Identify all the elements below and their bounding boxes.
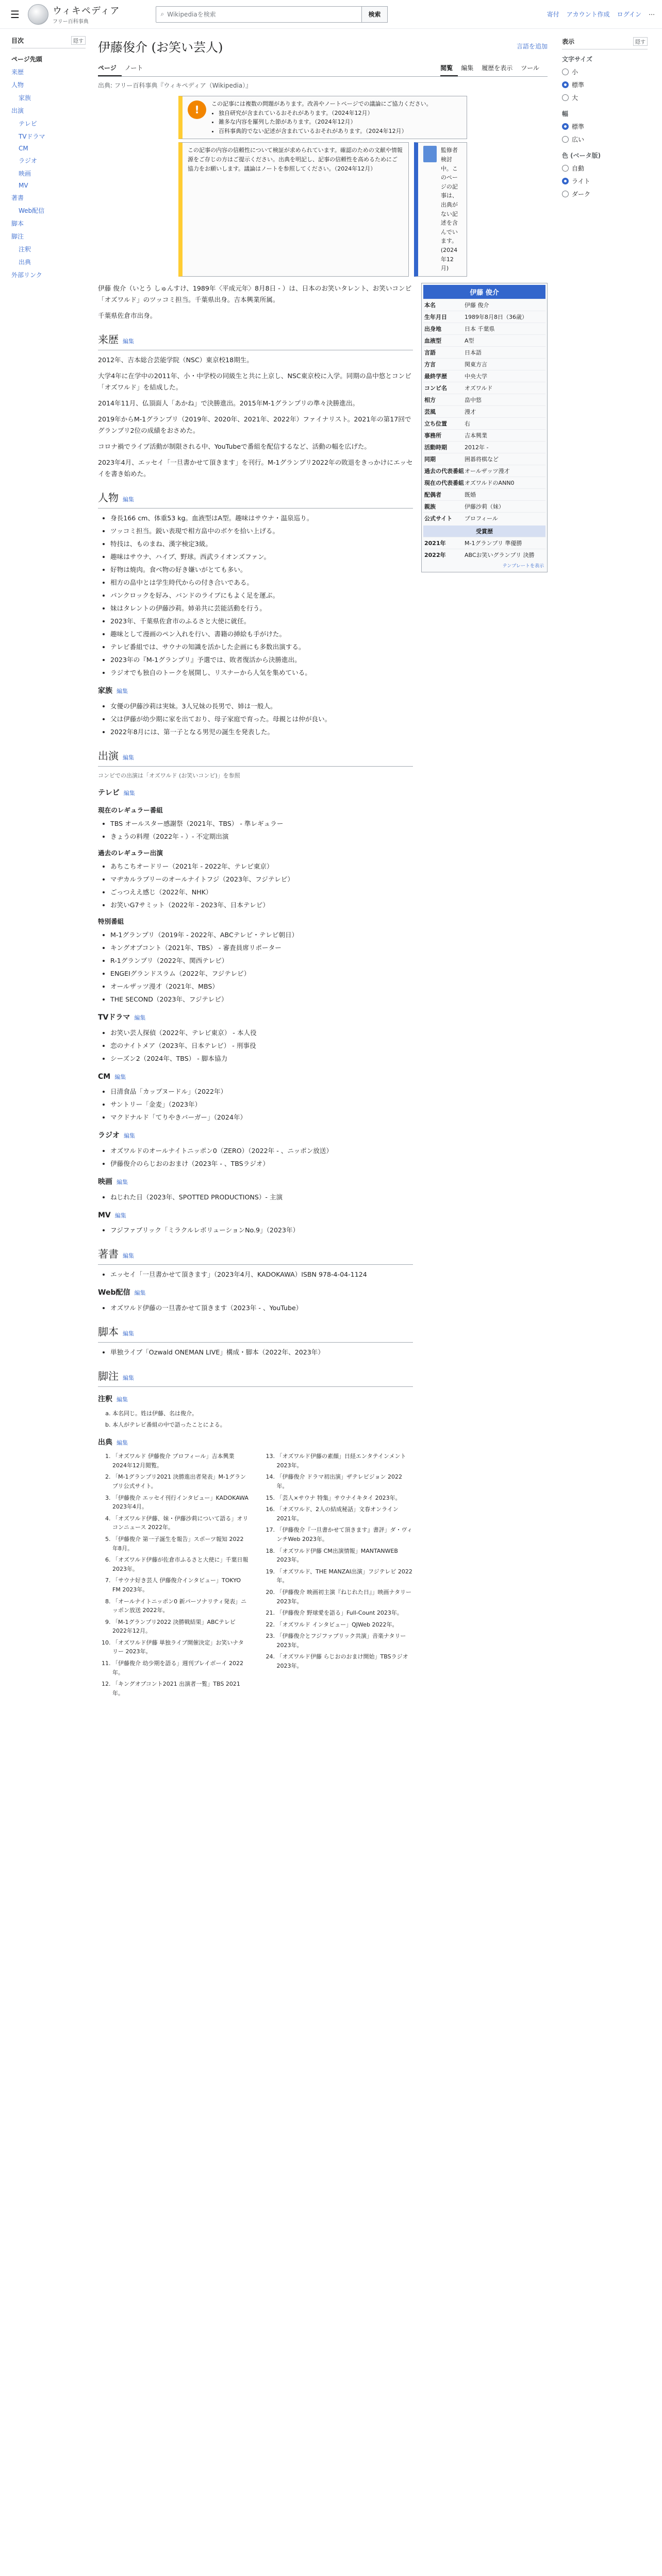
- infobox-row: [423, 394, 545, 405]
- infobox-value: A型: [465, 337, 474, 344]
- infobox-row: [423, 512, 545, 524]
- ref-item: 24. 「オズワルド伊藤 らじおのおまけ開始」TBSラジオ 2023年。: [277, 1652, 413, 1670]
- infobox-label: 配偶者: [424, 491, 441, 498]
- radio-option[interactable]: [562, 120, 648, 133]
- list-item: • ごっつええ感じ（2022年、NHK）: [110, 887, 413, 898]
- bullet-list: [110, 513, 413, 679]
- subheading: 過去のレギュラー出演: [98, 849, 163, 857]
- radio-option[interactable]: [562, 91, 648, 104]
- infobox-label: 芸風: [424, 408, 436, 415]
- toc-item[interactable]: テレビ: [19, 120, 37, 127]
- infobox-row: [423, 334, 545, 346]
- infobox-value: オズワルドのANN0: [465, 479, 515, 486]
- infobox-value: 2012年 -: [465, 444, 489, 451]
- list-item: • ENGEIグランドスラム（2022年、フジテレビ）: [110, 968, 413, 979]
- ref-item: 13. 「オズワルド伊藤の素顔」日経エンタテインメント 2023年。: [277, 1452, 413, 1470]
- book-icon: [423, 146, 437, 162]
- section-heading: 著書 編集: [98, 1245, 413, 1265]
- bullet-list: [110, 1302, 413, 1314]
- toc-item[interactable]: 注釈: [19, 246, 31, 253]
- issues-list: [219, 109, 461, 136]
- tab-5[interactable]: ツール: [521, 64, 539, 72]
- infobox-value: 吉本興業: [465, 432, 487, 439]
- ref-col-left: [112, 1452, 249, 1700]
- radio-icon: [562, 136, 569, 143]
- hatnote: コンビでの出演は「オズワルド (お笑いコンビ)」を参照: [98, 772, 240, 779]
- list-item: • 2023年、千葉県佐倉市のふるさと大使に就任。: [110, 616, 413, 627]
- infobox-label: コンビ名: [424, 384, 447, 392]
- bullet-list: [110, 1027, 413, 1064]
- section-heading: TVドラマ 編集: [98, 1013, 146, 1022]
- ref-item: 21. 「伊藤俊介 野球愛を語る」Full-Count 2023年。: [277, 1608, 413, 1618]
- bullet-list: [110, 1192, 413, 1203]
- list-item: • ラジオでも独自のトークを展開し、リスナーから人気を集めている。: [110, 667, 413, 679]
- tab-1[interactable]: ノート: [124, 64, 143, 72]
- ref-item: 3. 「伊藤俊介 エッセイ刊行インタビュー」KADOKAWA 2023年4月。: [112, 1494, 249, 1512]
- toc-item[interactable]: 脚本: [11, 220, 24, 227]
- infobox-value: プロフィール: [465, 515, 498, 522]
- appearance-hide-button[interactable]: 隠す: [633, 37, 648, 46]
- edit-link[interactable]: 編集: [134, 1290, 146, 1297]
- search-form: [156, 6, 387, 23]
- tab-spacer: [151, 60, 437, 76]
- language-button[interactable]: 言語を追加: [516, 43, 548, 50]
- list-item: • きょうの料理（2022年 - ）- 不定期出演: [110, 831, 413, 842]
- edit-link[interactable]: 編集: [123, 1252, 134, 1260]
- infobox-value: 囲碁将棋など: [465, 455, 499, 463]
- list-item: • テレビ番組では、サウナの知識を活かした企画にも多数出演する。: [110, 641, 413, 653]
- section-heading: MV 編集: [98, 1211, 126, 1219]
- infobox-row: [423, 370, 545, 382]
- infobox-label: 相方: [424, 396, 436, 403]
- list-item: • 伊藤俊介のらじおのおまけ（2023年 - 、TBSラジオ）: [110, 1158, 413, 1170]
- bullet-list: [110, 1145, 413, 1170]
- paragraph: 2012年、吉本総合芸能学院（NSC）東京校18期生。: [98, 355, 253, 364]
- paragraph: コロナ禍でライブ活動が制限される中、YouTubeで番組を配信するなど、活動の幅を広げた。: [98, 442, 371, 450]
- radio-option[interactable]: [562, 65, 648, 78]
- list-item: • 女優の伊藤沙莉は実妹。3人兄妹の長男で、姉は一般人。: [110, 701, 413, 712]
- infobox-label: 生年月日: [424, 313, 447, 320]
- ref-item: 15. 「芸人×サウナ 特集」サウナイキタイ 2023年。: [277, 1494, 413, 1503]
- infobox-label: 過去の代表番組: [424, 467, 464, 474]
- list-item: • 単独ライブ「Ozwald ONEMAN LIVE」構成・脚本（2022年、2023年）: [110, 1347, 413, 1358]
- toc-item[interactable]: 映画: [19, 170, 31, 177]
- infobox-label: 立ち位置: [424, 420, 447, 427]
- infobox: [421, 283, 548, 572]
- award-year: 2022年: [424, 551, 446, 558]
- paragraph: 2014年11月、仏頂面人「あかね」で決勝進出。2015年M-1グランプリの準々決勝進出。: [98, 399, 359, 407]
- ref-col-right: [277, 1452, 413, 1700]
- infobox-label: 方言: [424, 361, 436, 368]
- bullet-list: [110, 1269, 413, 1280]
- warning-icon: !: [188, 100, 206, 119]
- list-item: • マクドナルド「てりやきバーガー」（2024年）: [110, 1112, 413, 1123]
- radio-label: 広い: [572, 136, 585, 143]
- infobox-row: [423, 477, 545, 488]
- toc-item[interactable]: Web配信: [19, 207, 45, 214]
- site-name: ウィキペディア: [53, 5, 120, 16]
- section-heading: 出演 編集: [98, 747, 413, 767]
- bullet-list: [110, 1225, 413, 1236]
- header-link[interactable]: アカウント作成: [566, 11, 610, 18]
- list-item: • 恋のナイトメア（2023年、日本テレビ） - 刑事役: [110, 1040, 413, 1052]
- page-tabs: [98, 60, 548, 77]
- personal-tools: [547, 10, 655, 19]
- radio-option[interactable]: [562, 133, 648, 146]
- edit-link[interactable]: 編集: [123, 496, 134, 503]
- award-name: ABCお笑いグランプリ 決勝: [465, 551, 535, 558]
- notice-box: 監修者検討中。このページの記事は、出典がない記述を含んでいます。(2024年12月): [414, 142, 467, 276]
- infobox-row: [423, 346, 545, 358]
- list-item: • エッセイ「一旦書かせて頂きます」（2023年4月、KADOKAWA）ISBN 978-4-04-1124: [110, 1269, 413, 1280]
- bullet-list: [110, 861, 413, 911]
- infobox-row: [423, 323, 545, 334]
- radio-label: 標準: [572, 81, 585, 89]
- edit-link[interactable]: 編集: [117, 688, 128, 695]
- issues-box: [178, 96, 467, 139]
- edit-link[interactable]: 編集: [123, 1374, 134, 1381]
- list-item: • ねじれた日（2023年、SPOTTED PRODUCTIONS）- 主演: [110, 1192, 413, 1203]
- toc-item[interactable]: CM: [19, 145, 28, 152]
- ref-item: 22. 「オズワルド インタビュー」QJWeb 2022年。: [277, 1620, 413, 1630]
- bullet-list: [110, 818, 413, 842]
- list-item: • R-1グランプリ（2022年、関西テレビ）: [110, 955, 413, 967]
- header-link[interactable]: ログイン: [617, 11, 641, 18]
- radio-option[interactable]: [562, 188, 648, 200]
- infobox-row: [423, 311, 545, 323]
- tab-0[interactable]: ページ: [98, 60, 122, 76]
- toc-item[interactable]: ラジオ: [19, 157, 38, 164]
- infobox-label: 血液型: [424, 337, 441, 344]
- infobox-value: 中央大学: [465, 372, 487, 380]
- section-heading: 出典 編集: [98, 1438, 128, 1447]
- list-item: • 趣味として漫画のペン入れを行い、書籍の挿絵も手がけた。: [110, 629, 413, 640]
- list-item: • オズワルド伊藤の一旦書かせて頂きます（2023年 - 、YouTube）: [110, 1302, 413, 1314]
- toc-item[interactable]: 脚注: [11, 233, 24, 240]
- ref-item: 7. 「サウナ好き芸人 伊藤俊介インタビュー」TOKYO FM 2023年。: [112, 1576, 249, 1594]
- toc-title: 隠す 目次: [11, 36, 86, 48]
- toc-item[interactable]: 出演: [11, 107, 24, 114]
- infobox-award: [423, 537, 545, 549]
- ref-item: 19. 「オズワルド、THE MANZAI出演」フジテレビ 2022年。: [277, 1567, 413, 1585]
- main-menu-icon[interactable]: ☰: [10, 8, 20, 21]
- issue-item: • 雑多な内容を羅列した節があります。（2024年12月）: [219, 117, 461, 127]
- section-heading: 脚本 編集: [98, 1323, 413, 1343]
- site-tagline: フリー百科事典: [53, 19, 89, 25]
- subheading: 現在のレギュラー番組: [98, 806, 163, 814]
- infobox-row: [423, 382, 545, 394]
- list-item: • TBS オールスター感謝祭（2021年、TBS） - 準レギュラー: [110, 818, 413, 829]
- award-year: 2021年: [424, 539, 446, 547]
- edit-link[interactable]: 編集: [117, 1396, 128, 1403]
- section-heading: ラジオ 編集: [98, 1131, 135, 1140]
- edit-link[interactable]: 編集: [114, 1212, 126, 1219]
- ref-item: 12. 「キングオブコント2021 出演者一覧」TBS 2021年。: [112, 1680, 249, 1698]
- edit-link[interactable]: 編集: [117, 1179, 128, 1186]
- list-item: • お笑いG7サミット（2022年 - 2023年、日本テレビ）: [110, 900, 413, 911]
- list-item: • フジファブリック「ミラクルレボリューションNo.9」（2023年）: [110, 1225, 413, 1236]
- infobox-row: [423, 500, 545, 512]
- list-item: • 特技は、ものまね、漢字検定3級。: [110, 538, 413, 550]
- section-heading: 人物 編集: [98, 489, 413, 509]
- bullet-list: [110, 1347, 413, 1358]
- toc-item[interactable]: MV: [19, 182, 28, 189]
- section-heading: 注釈 編集: [98, 1395, 128, 1403]
- infobox-label: 出身地: [424, 325, 441, 332]
- radio-icon: [562, 191, 569, 197]
- edit-link[interactable]: 編集: [123, 754, 134, 761]
- infobox-label: 公式サイト: [424, 515, 453, 522]
- appearance-sidebar: [555, 29, 653, 1700]
- tab-4[interactable]: 履歴を表示: [482, 64, 513, 72]
- edit-link[interactable]: 編集: [123, 1330, 134, 1337]
- ref-item: 17. 「伊藤俊介『一旦書かせて頂きます』書評」ダ・ヴィンチWeb 2023年。: [277, 1526, 413, 1544]
- list-item: • シーズン2（2024年、TBS） - 脚本協力: [110, 1053, 413, 1064]
- infobox-value: 漫才: [465, 408, 476, 415]
- infobox-value: 関東方言: [465, 361, 487, 368]
- site-logo[interactable]: [28, 4, 120, 25]
- radio-label: 大: [572, 94, 578, 101]
- ref-item: 4. 「オズワルド伊藤、妹・伊藤沙莉について語る」オリコンニュース 2022年。: [112, 1514, 249, 1532]
- site-header: [0, 0, 662, 29]
- infobox-value: 1989年8月8日（36歳）: [465, 313, 527, 320]
- subheading: 特別番組: [98, 918, 124, 926]
- toc-item[interactable]: 来歴: [11, 69, 24, 76]
- list-item: • M-1グランプリ（2019年 - 2022年、ABCテレビ・テレビ朝日）: [110, 929, 413, 941]
- bullet-list: [110, 701, 413, 738]
- list-item: • 日清食品「カップヌードル」（2022年）: [110, 1086, 413, 1097]
- ref-item: 6. 「オズワルド伊藤が佐倉市ふるさと大使に」千葉日報 2023年。: [112, 1555, 249, 1573]
- section-heading: CM 編集: [98, 1072, 126, 1081]
- award-name: M-1グランプリ 準優勝: [465, 539, 522, 547]
- ref-item: 14. 「伊藤俊介 ドラマ初出演」ザテレビジョン 2022年。: [277, 1472, 413, 1490]
- paragraph: 伊藤 俊介（いとう しゅんすけ、1989年〈平成元年〉8月8日 - ）は、日本のお笑いタレント、お笑いコンビ「オズワルド」のツッコミ担当。千葉県出身。吉本興業所属。: [98, 284, 412, 303]
- width-label: 幅: [562, 110, 569, 117]
- ref-item: 9. 「M-1グランプリ2022 決勝戦結果」ABCテレビ 2022年12月。: [112, 1618, 249, 1636]
- list-item: • 2023年の『M-1グランプリ』予選では、敗者復活から決勝進出。: [110, 654, 413, 666]
- edit-link[interactable]: 編集: [124, 1132, 135, 1140]
- toc-list: [11, 53, 86, 281]
- infobox-label: 言語: [424, 349, 436, 356]
- site-sub: 出典: フリー百科事典『ウィキペディア（Wikipedia）』: [98, 82, 252, 89]
- list-item: • マヂカルラブリーのオールナイトフジ（2023年、フジテレビ）: [110, 874, 413, 885]
- infobox-value: 伊藤 俊介: [465, 301, 489, 309]
- section-heading: 来歴 編集: [98, 331, 413, 350]
- list-item: • オズワルドのオールナイトニッポン0（ZERO）（2022年 - 、ニッポン放送）: [110, 1145, 413, 1157]
- infobox-award: [423, 549, 545, 561]
- infobox-row: [423, 453, 545, 465]
- ref-item: 23. 「伊藤俊介とフジファブリック共演」音楽ナタリー 2023年。: [277, 1632, 413, 1650]
- ref-item: 11. 「伊藤俊介 幼少期を語る」週刊プレイボーイ 2022年。: [112, 1659, 249, 1677]
- paragraph: 千葉県佐倉市出身。: [98, 311, 157, 319]
- radio-option[interactable]: [562, 78, 648, 91]
- paragraph: 大学4年に在学中の2011年、小・中学校の同級生と共に上京し、NSC東京校に入学。同期の畠中悠とコンビ「オズワルド」を結成した。: [98, 371, 411, 391]
- toc-item[interactable]: ページ先頭: [11, 56, 42, 63]
- infobox-value: 既婚: [465, 491, 476, 498]
- infobox-row: [423, 299, 545, 311]
- infobox-row: [423, 405, 545, 417]
- note-item: b. 本人がテレビ番組の中で語ったことによる。: [112, 1420, 413, 1430]
- list-item: • THE SECOND（2023年、フジテレビ）: [110, 994, 413, 1005]
- edit-link[interactable]: 編集: [134, 1014, 146, 1022]
- list-item: • 好物は焼肉。食べ物の好き嫌いがとても多い。: [110, 564, 413, 575]
- infobox-title: 伊藤 俊介: [423, 285, 545, 299]
- list-item: • 2022年8月には、第一子となる男児の誕生を発表した。: [110, 726, 413, 738]
- appearance-title: 隠す 表示: [562, 37, 648, 49]
- search-button[interactable]: 検索: [362, 6, 387, 23]
- infobox-label: 本名: [424, 301, 436, 309]
- radio-option[interactable]: [562, 162, 648, 175]
- bullet-list: [110, 1086, 413, 1123]
- radio-icon: [562, 69, 569, 75]
- note-item: a. 本名同じ。姓は伊藤、名は俊介。: [112, 1409, 413, 1418]
- references: [98, 1452, 413, 1700]
- ref-item: 2. 「M-1グランプリ2021 決勝進出者発表」M-1グランプリ公式サイト。: [112, 1472, 249, 1490]
- radio-icon: [562, 94, 569, 101]
- list-item: • お笑い芸人探偵（2022年、テレビ東京） - 本人役: [110, 1027, 413, 1039]
- infobox-label: 事務所: [424, 432, 441, 439]
- infobox-value: 右: [465, 420, 470, 427]
- infobox-row: [423, 488, 545, 500]
- toc-item[interactable]: 家族: [19, 94, 31, 101]
- color-label: 色 (ベータ版): [562, 152, 601, 159]
- tab-2[interactable]: 閲覧: [440, 60, 458, 76]
- infobox-value: 畠中悠: [465, 396, 482, 403]
- radio-icon: [562, 123, 569, 130]
- issues-lead: この記事には複数の問題があります。改善やノートページでの議論にご協力ください。: [211, 100, 432, 107]
- main-content: [91, 29, 555, 1700]
- infobox-value: 日本 千葉県: [465, 325, 495, 332]
- radio-label: 自動: [572, 165, 585, 172]
- page-title: 伊藤俊介 (お笑い芸人): [98, 40, 223, 55]
- ref-item: 1. 「オズワルド 伊藤俊介 プロフィール」吉本興業 2024年12月閲覧。: [112, 1452, 249, 1470]
- infobox-row: [423, 441, 545, 453]
- section-heading: Web配信 編集: [98, 1289, 146, 1297]
- section-heading: 家族 編集: [98, 687, 128, 696]
- infobox-value: オズワルド: [465, 384, 493, 392]
- infobox-value: 伊藤沙莉（妹）: [465, 503, 504, 510]
- ref-item: 10. 「オズワルド伊藤 単独ライブ開催決定」お笑いナタリー 2023年。: [112, 1638, 249, 1656]
- list-item: • 身長166 cm、体重53 kg。血液型はA型。趣味はサウナ・温泉巡り。: [110, 513, 413, 524]
- infobox-row: [423, 465, 545, 477]
- toc-hide-button[interactable]: 隠す: [71, 36, 86, 45]
- text-size-label: 文字サイズ: [562, 56, 593, 63]
- edit-link[interactable]: 編集: [123, 790, 135, 797]
- section-heading: テレビ 編集: [98, 789, 135, 798]
- radio-icon: [562, 178, 569, 184]
- infobox-row: [423, 358, 545, 370]
- template-link[interactable]: テンプレートを表示: [502, 563, 544, 569]
- radio-option[interactable]: [562, 175, 648, 188]
- infobox-label: 最終学歴: [424, 372, 447, 380]
- toc-item[interactable]: 著書: [11, 194, 24, 201]
- infobox-label: 親族: [424, 503, 436, 510]
- ref-item: 16. 「オズワルド、2人の結成秘話」文春オンライン 2021年。: [277, 1505, 413, 1523]
- tab-3[interactable]: 編集: [461, 64, 474, 72]
- infobox-row: [423, 417, 545, 429]
- edit-link[interactable]: 編集: [117, 1439, 128, 1446]
- wikipedia-globe-icon: [28, 4, 48, 25]
- paragraph: 2019年からM-1グランプリ（2019年、2020年、2021年、2022年）ファイナリスト。2021年の第17回でグランプリ2位の成績をおさめた。: [98, 415, 411, 434]
- list-item: • ツッコミ担当。鋭い表現で相方畠中のボケを拾い上げる。: [110, 526, 413, 537]
- toc-item[interactable]: 外部リンク: [11, 272, 42, 279]
- toc-sidebar: [0, 29, 91, 1700]
- bullet-list: [110, 929, 413, 1005]
- issue-item: • 独自研究が含まれているおそれがあります。（2024年12月）: [219, 109, 461, 118]
- list-item: • キングオブコント（2021年、TBS） - 審査員席リポーター: [110, 942, 413, 954]
- section-heading: 映画 編集: [98, 1178, 128, 1187]
- edit-link[interactable]: 編集: [123, 337, 134, 345]
- paragraph: 2023年4月、エッセイ「一旦書かせて頂きます」を刊行。M-1グランプリ2022年の敗退をきっかけにエッセイを書き始めた。: [98, 459, 413, 478]
- section-heading: 脚注 編集: [98, 1367, 413, 1387]
- infobox-value: 日本語: [465, 349, 482, 356]
- header-link[interactable]: 寄付: [547, 11, 559, 18]
- infobox-row: [423, 429, 545, 441]
- infobox-value: オールザッツ漫才: [465, 467, 510, 474]
- list-item: • 父は伊藤が幼少期に家を出ており、母子家庭で育った。母親とは仲が良い。: [110, 714, 413, 725]
- toc-item[interactable]: TVドラマ: [19, 133, 45, 140]
- radio-label: ダーク: [572, 191, 591, 198]
- verify-box: この記事の内容の信頼性について検証が求められています。確認のための文献や情報源をご存じの方はご提示ください。出典を明記し、記事の信頼性を高めるためにご協力をお願いします。議論はノートを参照してください。（2024年12月）: [178, 142, 409, 276]
- list-item: • あちこちオードリー（2021年 - 2022年、テレビ東京）: [110, 861, 413, 872]
- ref-item: 20. 「伊藤俊介 映画初主演『ねじれた日』」映画ナタリー 2023年。: [277, 1588, 413, 1606]
- search-icon: ⌕: [160, 10, 164, 18]
- radio-label: ライト: [572, 178, 590, 185]
- list-item: • サントリー「金麦」（2023年）: [110, 1099, 413, 1110]
- toc-item[interactable]: 出典: [19, 259, 31, 266]
- radio-label: 標準: [572, 123, 585, 130]
- list-item: • オールザッツ漫才（2021年、MBS）: [110, 981, 413, 992]
- list-item: • 趣味はサウナ、ハイブ、野球。西武ライオンズファン。: [110, 551, 413, 563]
- infobox-label: 現在の代表番組: [424, 479, 464, 486]
- edit-link[interactable]: 編集: [114, 1073, 126, 1080]
- page-heading: [98, 33, 548, 57]
- infobox-label: 活動時期: [424, 444, 447, 451]
- radio-icon: [562, 165, 569, 172]
- search-input[interactable]: ⌕ Wikipediaを検索: [156, 6, 362, 23]
- infobox-label: 同期: [424, 455, 436, 463]
- radio-label: 小: [572, 69, 578, 76]
- ref-item: 8. 「オールナイトニッポン0 新パーソナリティ発表」ニッポン放送 2022年。: [112, 1597, 249, 1615]
- ref-item: 18. 「オズワルド伊藤 CM出演情報」MANTANWEB 2023年。: [277, 1547, 413, 1565]
- list-item: • パンクロックを好み、バンドのライブにもよく足を運ぶ。: [110, 590, 413, 601]
- ref-item: 5. 「伊藤俊介 第一子誕生を報告」スポーツ報知 2022年8月。: [112, 1535, 249, 1553]
- issue-item: • 百科事典的でない記述が含まれているおそれがあります。（2024年12月）: [219, 127, 461, 136]
- list-item: • 妹はタレントの伊藤沙莉。姉弟共に芸能活動を行う。: [110, 603, 413, 614]
- list-item: • 相方の畠中とは学生時代からの付き合いである。: [110, 577, 413, 588]
- infobox-section: 受賞歴: [423, 526, 545, 537]
- notes-list: [112, 1409, 413, 1430]
- article-body: [98, 283, 413, 1701]
- toc-item[interactable]: 人物: [11, 81, 24, 89]
- more-menu-icon[interactable]: ⋯: [649, 10, 655, 18]
- radio-icon: [562, 81, 569, 88]
